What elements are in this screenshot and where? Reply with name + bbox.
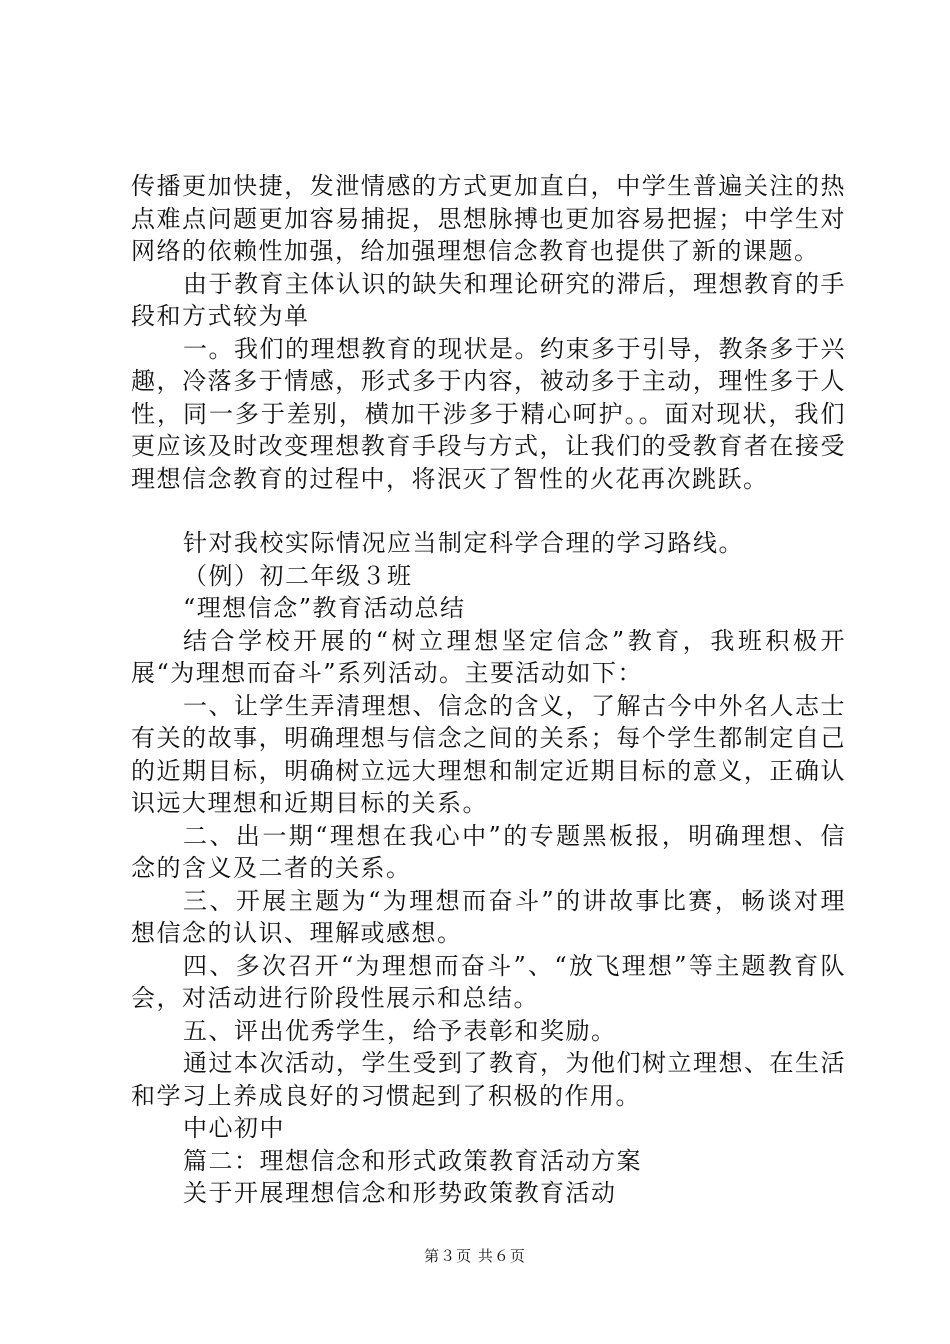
paragraph-activity-intro: 结合学校开展的“树立理想坚定信念”教育，我班积极开展“为理想而奋斗”系列活动。主要活动如下：	[131, 626, 846, 687]
page-number-footer: 第３页 共６页	[424, 1247, 526, 1265]
paragraph-education-status: 一。我们的理想教育的现状是。约束多于引导，教条多于兴趣，冷落多于情感，形式多于内容，被动多于主动，理性多于人性，同一多于差别，横加干涉多于精心呵护。。面对现状，我们更应该及时改变理想教育手段与方式，让我们的受教育者在接受理想信念教育的过程中，将泯灭了智性的火花再次跳跃。	[131, 334, 846, 493]
document-body	[131, 170, 846, 1210]
paragraph-education-means: 由于教育主体认识的缺失和理论研究的滞后，理想教育的手段和方式较为单	[131, 269, 846, 330]
paragraph-item-three: 三、开展主题为“为理想而奋斗”的讲故事比赛，畅谈对理想信念的认识、理解或感想。	[131, 886, 846, 947]
paragraph-network-continuation: 传播更加快捷，发泄情感的方式更加直白，中学生普遍关注的热点难点问题更加容易捕捉，思想脉搏也更加容易把握；中学生对网络的依赖性加强，给加强理想信念教育也提供了新的课题。	[131, 172, 846, 265]
paragraph-learning-route: 针对我校实际情况应当制定科学合理的学习路线。	[183, 529, 744, 557]
paragraph-item-two: 二、出一期“理想在我心中”的专题黑板报，明确理想、信念的含义及二者的关系。	[131, 821, 846, 882]
paragraph-section-two-title: 篇二：理想信念和形式政策教育活动方案	[183, 1146, 642, 1175]
paragraph-school-name: 中心初中	[183, 1114, 285, 1142]
paragraph-section-two-heading: 关于开展理想信念和形势政策教育活动	[183, 1179, 617, 1207]
paragraph-class-label: （例）初二年级３班	[183, 561, 413, 590]
paragraph-item-five: 五、评出优秀学生，给予表彰和奖励。	[183, 1016, 617, 1045]
paragraph-item-one: 一、让学生弄清理想、信念的含义，了解古今中外名人志士有关的故事，明确理想与信念之间的关系；每个学生都制定自己的近期目标，明确树立远大理想和制定近期目标的意义，正确认识远大理想和近期目标的关系。	[131, 691, 846, 817]
paragraph-conclusion: 通过本次活动，学生受到了教育，为他们树立理想、在生活和学习上养成良好的习惯起到了积极的作用。	[131, 1049, 846, 1110]
paragraph-item-four: 四、多次召开“为理想而奋斗”、“放飞理想”等主题教育队会，对活动进行阶段性展示和总结。	[131, 951, 846, 1012]
paragraph-activity-title: “理想信念”教育活动总结	[183, 594, 466, 622]
